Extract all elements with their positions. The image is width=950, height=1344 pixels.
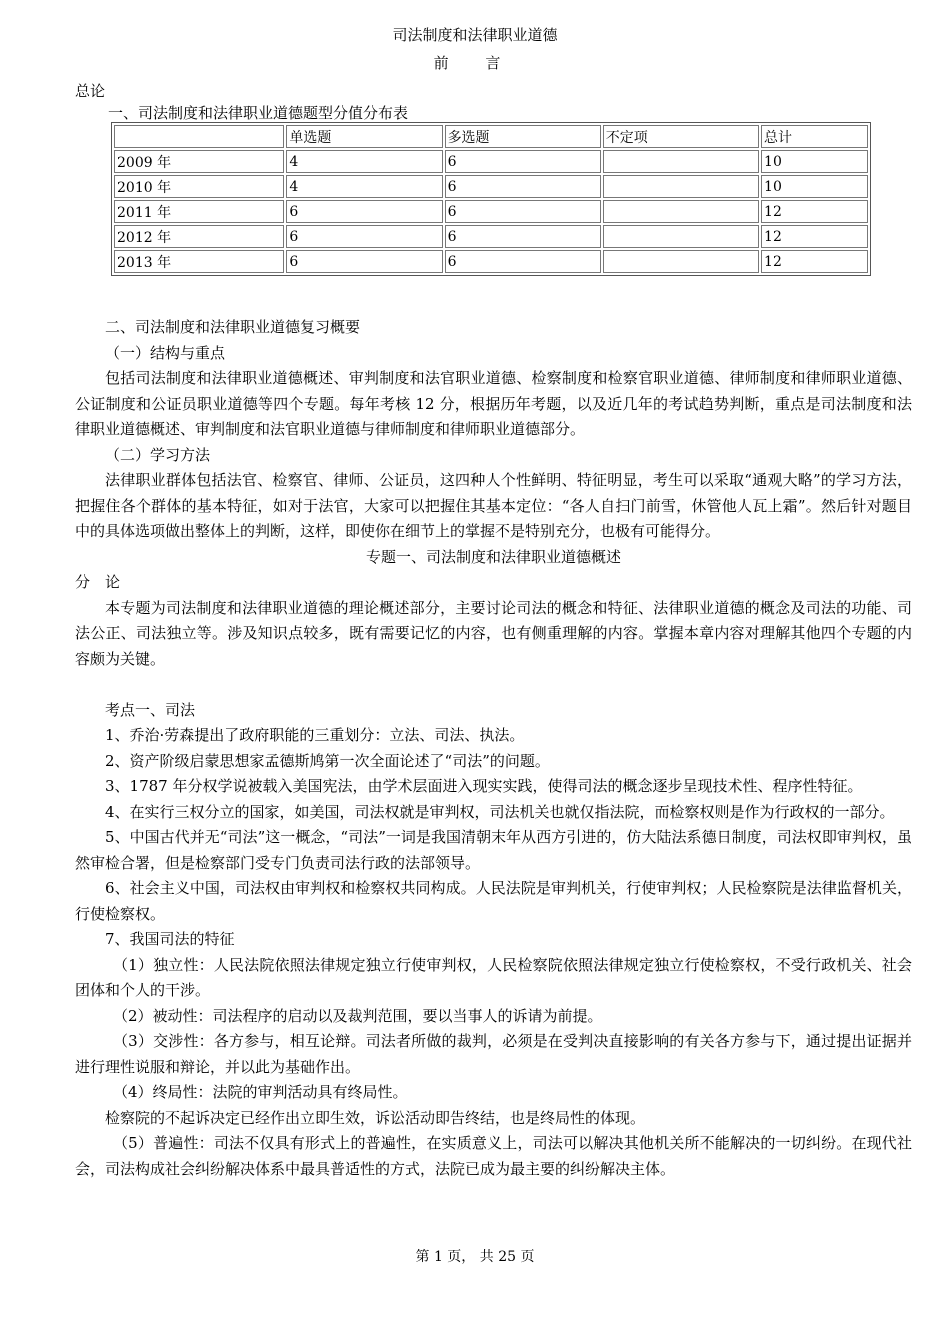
page-footer: 第 1 页， 共 25 页 bbox=[415, 1249, 535, 1265]
table-cell: 10 bbox=[761, 175, 868, 198]
general-theory-heading: 总论 bbox=[75, 82, 106, 100]
table-header-row bbox=[114, 125, 868, 148]
list-item: 4、在实行三权分立的国家，如美国，司法权就是审判权，司法机关也就仅指法院，而检察权则是作为行政权的一部分。 bbox=[105, 802, 895, 821]
table-row bbox=[114, 225, 868, 248]
list-item: 7、我国司法的特征 bbox=[105, 930, 235, 948]
table-cell: 6 bbox=[445, 175, 601, 198]
table-row bbox=[114, 250, 868, 273]
feature-item: （4）终局性：法院的审判活动具有终局性。 bbox=[113, 1083, 408, 1101]
section1-title: 一、司法制度和法律职业道德题型分值分布表 bbox=[108, 104, 409, 122]
table-row bbox=[114, 175, 868, 198]
blank-line bbox=[75, 672, 912, 698]
table-header-cell bbox=[114, 125, 284, 148]
table-cell: 6 bbox=[286, 250, 442, 273]
table-cell: 4 bbox=[286, 175, 442, 198]
kaodian1-title: 考点一、司法 bbox=[105, 700, 196, 719]
table-cell: 6 bbox=[445, 250, 601, 273]
review-overview-section bbox=[75, 315, 912, 1182]
list-item: 6、社会主义中国，司法权由审判权和检察权共同构成。人民法院是审判机关，行使审判权；人民检察院是法律监督机关，行使检察权。 bbox=[75, 879, 912, 923]
table-row bbox=[114, 150, 868, 173]
table-cell: 6 bbox=[445, 200, 601, 223]
table-cell: 2012 年 bbox=[114, 225, 284, 248]
table-cell: 2011 年 bbox=[114, 200, 284, 223]
table-cell bbox=[603, 225, 759, 248]
table-header-cell: 多选题 bbox=[445, 125, 601, 148]
subsection2-text: 法律职业群体包括法官、检察官、律师、公证员，这四种人个性鲜明、特征明显，考生可以采取“通观大略”的学习方法，把握住各个群体的基本特征，如对于法官，大家可以把握住其基本定位：“各人自扫门前雪，休管他人瓦上霜”。然后针对题目中的具体选项做出整体上的判断，这样，即使你在细节上的掌握不是特别充分，也极有可能得分。 bbox=[75, 471, 912, 540]
list-item: 3、1787 年分权学说被载入美国宪法，由学术层面进入现实实践，使得司法的概念逐步呈现技术性、程序性特征。 bbox=[105, 777, 863, 795]
table-cell: 2010 年 bbox=[114, 175, 284, 198]
table-cell bbox=[603, 150, 759, 173]
table-cell: 2009 年 bbox=[114, 150, 284, 173]
table-cell: 6 bbox=[286, 200, 442, 223]
table-cell bbox=[603, 175, 759, 198]
feature-item: （1）独立性：人民法院依照法律规定独立行使审判权，人民检察院依照法律规定独立行使检察权，不受行政机关、社会团体和个人的干涉。 bbox=[75, 955, 912, 999]
table-header-cell: 不定项 bbox=[603, 125, 759, 148]
sub-theory-heading: 分 论 bbox=[75, 573, 121, 591]
subsection1-title: （一）结构与重点 bbox=[105, 343, 226, 362]
table-cell: 10 bbox=[761, 150, 868, 173]
list-item: 5、中国古代并无“司法”这一概念，“司法”一词是我国清朝末年从西方引进的，仿大陆法系德日制度，司法权即审判权，虽然审检合署，但是检察部门受专门负责司法行政的法部领导。 bbox=[75, 828, 912, 872]
table-header-cell: 单选题 bbox=[286, 125, 442, 148]
subsection2-title: （二）学习方法 bbox=[105, 445, 211, 464]
topic1-title: 专题一、司法制度和法律职业道德概述 bbox=[365, 547, 621, 566]
table-cell: 12 bbox=[761, 200, 868, 223]
table-cell: 6 bbox=[286, 225, 442, 248]
document-title: 司法制度和法律职业道德 bbox=[392, 26, 558, 44]
preface-heading: 前 言 bbox=[433, 54, 517, 72]
finality-note: 检察院的不起诉决定已经作出立即生效，诉讼活动即告终结，也是终局性的体现。 bbox=[105, 1108, 646, 1127]
table-cell: 6 bbox=[445, 150, 601, 173]
table-cell: 12 bbox=[761, 225, 868, 248]
table-cell bbox=[603, 200, 759, 223]
subsection1-text: 包括司法制度和法律职业道德概述、审判制度和法官职业道德、检察制度和检察官职业道德、律师制度和律师职业道德、公证制度和公证员职业道德等四个专题。每年考核 12 分，根据历年考题，以及近几年的考试趋势判断，重点是司法制度和法律职业道德概述、审判制度和法官职业道德与律师制度和律师职业道德部分。 bbox=[75, 369, 912, 438]
table-cell: 4 bbox=[286, 150, 442, 173]
table-header-cell: 总计 bbox=[761, 125, 868, 148]
section2-title: 二、司法制度和法律职业道德复习概要 bbox=[105, 318, 361, 336]
feature-item: （3）交涉性：各方参与，相互论辩。司法者所做的裁判，必须是在受判决直接影响的有关各方参与下，通过提出证据并进行理性说服和辩论，并以此为基础作出。 bbox=[75, 1032, 912, 1076]
list-item: 1、乔治·劳森提出了政府职能的三重划分：立法、司法、执法。 bbox=[105, 726, 525, 744]
topic1-intro-text: 本专题为司法制度和法律职业道德的理论概述部分，主要讨论司法的概念和特征、法律职业道德的概念及司法的功能、司法公正、司法独立等。涉及知识点较多，既有需要记忆的内容，也有侧重理解的内容。掌握本章内容对理解其他四个专题的内容颇为关键。 bbox=[75, 598, 912, 668]
table-row bbox=[114, 200, 868, 223]
table-cell bbox=[603, 250, 759, 273]
list-item: 2、资产阶级启蒙思想家孟德斯鸠第一次全面论述了“司法”的问题。 bbox=[105, 751, 550, 770]
table-cell: 12 bbox=[761, 250, 868, 273]
table-cell: 6 bbox=[445, 225, 601, 248]
feature-item: （5）普遍性：司法不仅具有形式上的普遍性，在实质意义上，司法可以解决其他机关所不能解决的一切纠纷。在现代社会，司法构成社会纠纷解决体系中最具普适性的方式，法院已成为最主要的纠纷解决主体。 bbox=[75, 1134, 912, 1178]
score-distribution-table bbox=[111, 122, 871, 276]
table-cell: 2013 年 bbox=[114, 250, 284, 273]
feature-item: （2）被动性：司法程序的启动以及裁判范围，要以当事人的诉请为前提。 bbox=[113, 1006, 603, 1025]
